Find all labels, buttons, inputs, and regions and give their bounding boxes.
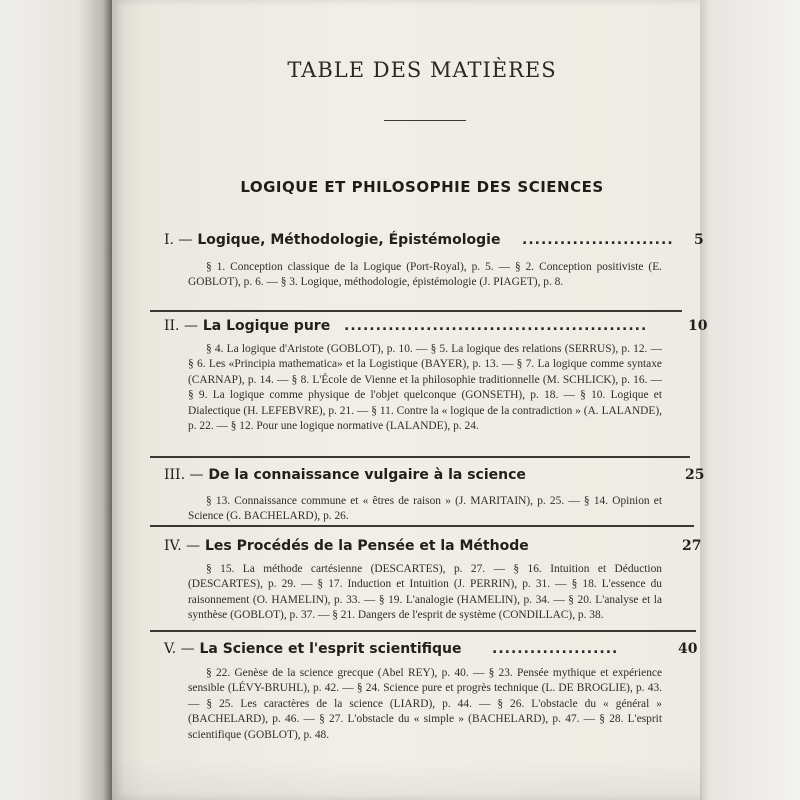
chapter-heading-1 — [164, 232, 704, 248]
page-title: TABLE DES MATIÈRES — [287, 58, 557, 82]
title-rule — [384, 120, 466, 121]
separator-rule — [150, 456, 690, 458]
separator-rule — [150, 310, 682, 312]
chapter-page: 5 — [694, 232, 704, 248]
facing-page-edge — [700, 0, 800, 800]
separator-rule — [150, 630, 696, 632]
leader-dots: ................................................ — [344, 318, 648, 334]
chapter-number: IV. — — [164, 538, 201, 554]
chapter-heading-3 — [164, 467, 705, 483]
leader-dots: ........................ — [522, 232, 674, 248]
chapter-title: La Logique pure — [202, 318, 331, 334]
chapter-title: De la connaissance vulgaire à la science — [208, 467, 526, 483]
page-shadow — [112, 760, 702, 800]
leader-dots: .................... — [492, 641, 619, 657]
section-heading: LOGIQUE ET PHILOSOPHIE DES SCIENCES — [240, 178, 604, 196]
chapter-entries-1: § 1. Conception classique de la Logique (Port-Royal), p. 5. — § 2. Conception positiviste (E. GOBLOT), p. 6. — § 3. Logique, méthodologie, épistémologie (J. PIAGET), p. 8. — [188, 261, 662, 289]
chapter-entries-5: § 22. Genèse de la science grecque (Abel REY), p. 40. — § 23. Pensée mythique et expérience sensible (LÉVY-BRUHL), p. 42. — § 24. Science pure et progrès technique (L. DE BROGLIE), p. 43. — § 25. Les caractères de la science (LIARD), p. 44. — § 26. L'obstacle du « général » (BACHELARD), p. 46. — § 27. L'obstacle du « simple » (BACHELARD), p. 47. — § 28. L'esprit scientifique (GOBLOT), p. 48. — [188, 667, 662, 741]
chapter-number: V. — — [164, 641, 195, 657]
chapter-page: 10 — [688, 318, 708, 334]
chapter-page: 25 — [685, 467, 705, 483]
chapter-title: Les Procédés de la Pensée et la Méthode — [204, 538, 529, 554]
chapter-entries-3: § 13. Connaissance commune et « êtres de raison » (J. MARITAIN), p. 25. — § 14. Opinion et Science (G. BACHELARD), p. 26. — [188, 495, 662, 523]
chapter-heading-5 — [164, 641, 698, 657]
chapter-heading-2 — [164, 318, 708, 334]
chapter-page: 40 — [678, 641, 698, 657]
chapter-title: Logique, Méthodologie, Épistémologie — [197, 232, 501, 248]
chapter-page: 27 — [682, 538, 702, 554]
chapter-number: I. — — [164, 232, 193, 248]
chapter-title: La Science et l'esprit scientifique — [199, 641, 462, 657]
chapter-heading-4 — [164, 538, 702, 554]
chapter-entries-4: § 15. La méthode cartésienne (DESCARTES), p. 27. — § 16. Intuition et Déduction (DESCARTES), p. 29. — § 17. Induction et Intuition (J. PERRIN), p. 31. — § 18. L'essence du raisonnement (O. HAMELIN), p. 33. — § 19. L'analogie (HAMELIN), p. 34. — § 20. L'analyse et la synthèse (GOBLOT), p. 37. — § 21. Dangers de l'esprit de système (CONDILLAC), p. 38. — [188, 563, 662, 622]
book-spine — [0, 0, 112, 800]
chapter-number: III. — — [164, 467, 204, 483]
chapter-entries-2: § 4. La logique d'Aristote (GOBLOT), p. 10. — § 5. La logique des relations (SERRUS), p. 12. — § 6. Les «Principia mathematica» et la Logistique (BAYER), p. 13. — § 7. La logique comme syntaxe (CARNAP), p. 14. — § 8. L'École de Vienne et la philosophie traditionnelle (M. SCHLICK), p. 16. — § 9. La logique comme physique de l'objet quelconque (GONSETH), p. 18. — § 10. Logique et Dialectique (H. LEFEBVRE), p. 21. — § 11. Contre la « logique de la contradiction » (A. LALANDE), p. 22. — § 12. Pour une logique normative (LALANDE), p. 24. — [188, 343, 662, 433]
separator-rule — [150, 525, 694, 527]
chapter-number: II. — — [164, 318, 198, 334]
